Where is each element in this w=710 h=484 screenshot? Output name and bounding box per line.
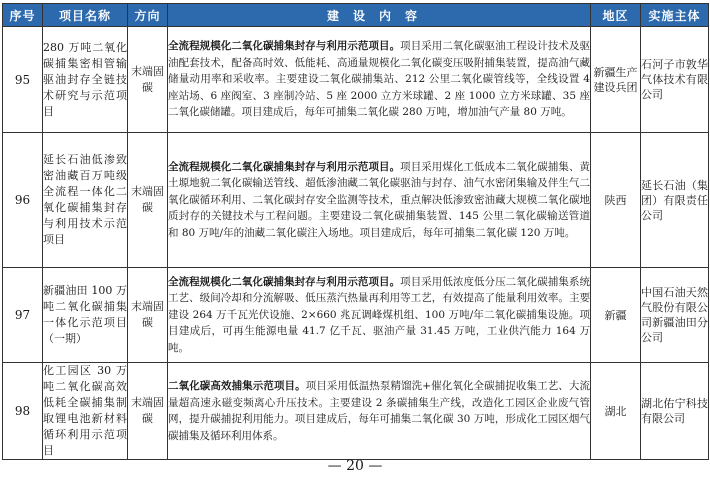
row-number: 98 <box>3 363 43 460</box>
direction: 末端固碳 <box>128 27 168 133</box>
entity: 中国石油天然气股份有限公司新疆油田分公司 <box>641 268 709 363</box>
direction: 末端固碳 <box>128 363 168 460</box>
project-name: 新疆油田 100 万吨二氧化碳捕集一体化示范项目（一期） <box>43 268 128 363</box>
header-content <box>168 4 591 27</box>
row-number: 97 <box>3 268 43 363</box>
content-title: 全流程规模化二氧化碳捕集封存与利用示范项目。 <box>168 160 401 173</box>
content-title: 二氧化碳高效捕集示范项目。 <box>168 380 306 392</box>
row-number: 95 <box>3 27 43 133</box>
header-content-label: 建设内容 <box>326 8 431 23</box>
region: 新疆 <box>591 268 641 363</box>
table-header-row <box>3 4 709 27</box>
header-region: 地区 <box>591 4 641 27</box>
table-row <box>3 27 709 133</box>
content-body: 项目采用煤化工低成本二氧化碳捕集、黄土塬地貌二氧化碳输送管线、超低渗油藏二氧化碳驱油与封存、油气水密闭集输及伴生气二氧化碳循环利用、二氧化碳封存安全监测等技术，重点解决低渗致密油藏大规模二氧化碳地质封存的关键技术与工程问题。主要建设二氧化碳捕集装置、145 公里二氧化碳输送管道和 80 万吨/年的油藏二氧化碳注入场地。项目建成后，每年可捕集二氧化碳 120 万吨。 <box>168 160 591 239</box>
entity: 石河子市敦华气体技术有限公司 <box>641 27 709 133</box>
content-body: 项目采用低浓度低分压二氧化碳捕集系统工艺、级间冷却和分流解吸、低压蒸汽热量再利用等工艺，有效提高了能量利用效率。主要建设 264 万千瓦光伏设施、2×660 兆瓦调峰煤机组、100 万吨/年二氧化碳捕集设施。项目建成后，可再生能源电量 41.7 亿千瓦、驱油产量 31.45 万吨，工业供汽能力 164 万吨。 <box>168 275 591 354</box>
content-cell <box>168 133 591 268</box>
row-number: 96 <box>3 133 43 268</box>
direction: 末端固碳 <box>128 133 168 268</box>
header-no: 序号 <box>3 4 43 27</box>
entity: 湖北佑宁科技有限公司 <box>641 363 709 460</box>
region: 陕西 <box>591 133 641 268</box>
header-direction: 方向 <box>128 4 168 27</box>
content-cell <box>168 27 591 133</box>
region: 新疆生产建设兵团 <box>591 27 641 133</box>
table-row <box>3 133 709 268</box>
project-name: 化工园区 30 万吨二氧化碳高效低耗全碳捕集制取锂电池新材料循环利用示范项目 <box>43 363 128 460</box>
content-cell <box>168 268 591 363</box>
content-body: 项目采用低温热泵精馏洗+催化氧化全碳捕捉收集工艺、大流量超高速永磁变频离心升压技术。主要建设 2 条碳捕集生产线，改造化工园区企业废气管网，提升碳捕捉利用能力。项目建成后，每年可捕集二氧化碳 30 万吨，形成化工园区烟气碳捕集及循环利用体系。 <box>168 380 590 442</box>
content-title: 全流程规模化二氧化碳捕集封存与利用示范项目。 <box>168 275 401 288</box>
projects-table <box>2 3 709 460</box>
table-row <box>3 363 709 460</box>
project-name: 延长石油低渗致密油藏百万吨级全流程一体化二氧化碳捕集封存与利用技术示范项目 <box>43 133 128 268</box>
header-entity: 实施主体 <box>641 4 709 27</box>
table-row <box>3 268 709 363</box>
content-title: 全流程规模化二氧化碳捕集封存与利用示范项目。 <box>168 40 401 53</box>
content-cell <box>168 363 591 460</box>
project-name: 280 万吨二氧化碳捕集密相管输驱油封存全链技术研究与示范项目 <box>43 27 128 133</box>
region: 湖北 <box>591 363 641 460</box>
page-number: — 20 — <box>327 458 383 474</box>
content-body: 项目采用二氧化碳驱油工程设计技术及驱油配套技术，配备高时效、低能耗、高通量规模化二氧化碳变压吸附捕集装置，提高油气藏储量动用率和采收率。主要建设二氧化碳捕集站、212 公里二氧化碳管线等，全线设置 4 座站场、6 座阀室、3 座制冷站、5 座 2000 立方米球罐、2 座 1000 立方米球罐、35 座二氧化碳储罐。项目建成后，每年可捕集二氧化碳 280 万吨，增加油气产量 80 万吨。 <box>168 40 591 119</box>
header-project-name: 项目名称 <box>43 4 128 27</box>
entity: 延长石油（集团）有限责任公司 <box>641 133 709 268</box>
direction: 末端固碳 <box>128 268 168 363</box>
